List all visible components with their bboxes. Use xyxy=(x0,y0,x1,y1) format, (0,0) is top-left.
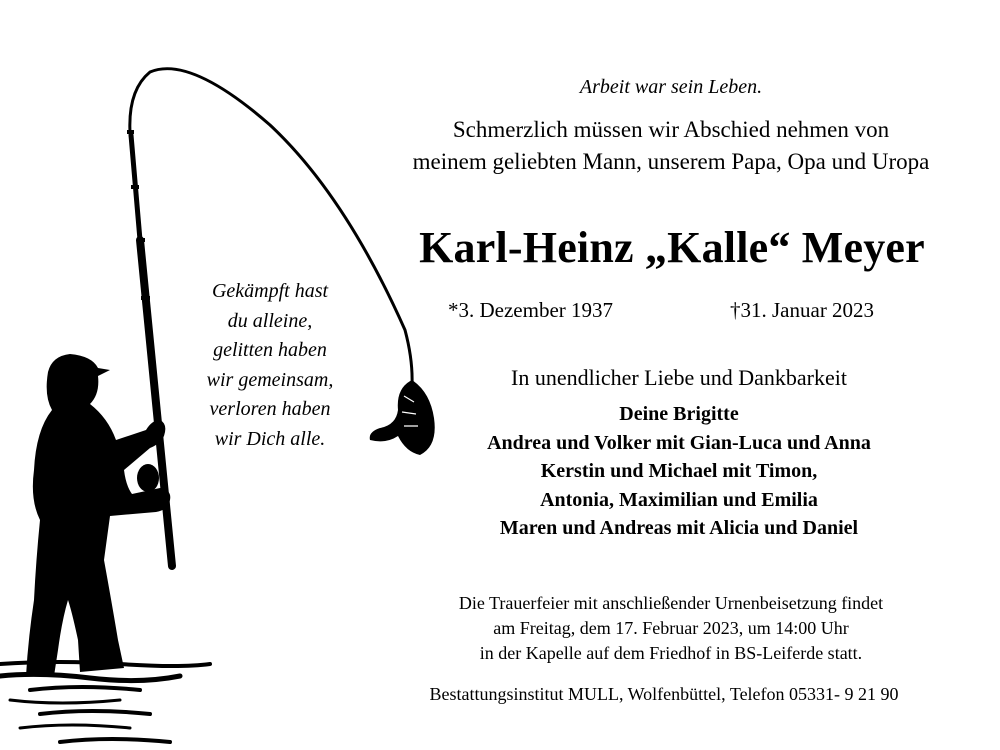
poem-line: verloren haben xyxy=(209,398,331,420)
thanks-line: In unendlicher Liebe und Dankbarkeit xyxy=(511,365,847,390)
fisherman-body xyxy=(26,354,170,676)
undertaker-contact: Bestattungsinstitut MULL, Wolfenbüttel, Telefon 05331- 9 21 90 xyxy=(429,684,899,704)
motto: Arbeit war sein Leben. xyxy=(579,76,763,98)
fishing-rod-butt xyxy=(140,240,172,566)
poem-line: wir gemeinsam, xyxy=(206,368,334,391)
poem-line: du alleine, xyxy=(227,309,313,332)
family-line: Maren und Andreas mit Alicia und Daniel xyxy=(499,517,859,539)
family-signatures xyxy=(487,400,871,543)
family-line: Kerstin und Michael mit Timon, xyxy=(540,460,818,482)
fish-icon xyxy=(370,380,435,455)
service-info xyxy=(459,591,883,666)
service-line: in der Kapelle auf dem Friedhof in BS-Leiferde statt. xyxy=(479,643,863,663)
intro-line: Schmerzlich müssen wir Abschied nehmen von xyxy=(452,117,890,142)
death-date: †31. Januar 2023 xyxy=(730,298,875,322)
family-line: Deine Brigitte xyxy=(619,403,739,425)
intro-line: meinem geliebten Mann, unserem Papa, Opa und Uropa xyxy=(412,149,930,174)
service-line: Die Trauerfeier mit anschließender Urnenbeisetzung findet xyxy=(458,593,884,613)
poem-line: Gekämpft hast xyxy=(211,280,329,302)
deceased-name: Karl-Heinz „Kalle“ Meyer xyxy=(419,223,925,272)
family-line: Andrea und Volker mit Gian-Luca und Anna xyxy=(487,431,871,454)
poem-line: gelitten haben xyxy=(213,339,327,361)
service-line: am Freitag, dem 17. Februar 2023, um 14:00 Uhr xyxy=(493,618,849,638)
family-line: Antonia, Maximilian und Emilia xyxy=(540,488,818,511)
poem-line: wir Dich alle. xyxy=(214,427,326,450)
birth-date: *3. Dezember 1937 xyxy=(448,298,614,322)
intro-text xyxy=(413,114,930,178)
water-ripples xyxy=(0,662,210,742)
poem xyxy=(207,277,334,454)
